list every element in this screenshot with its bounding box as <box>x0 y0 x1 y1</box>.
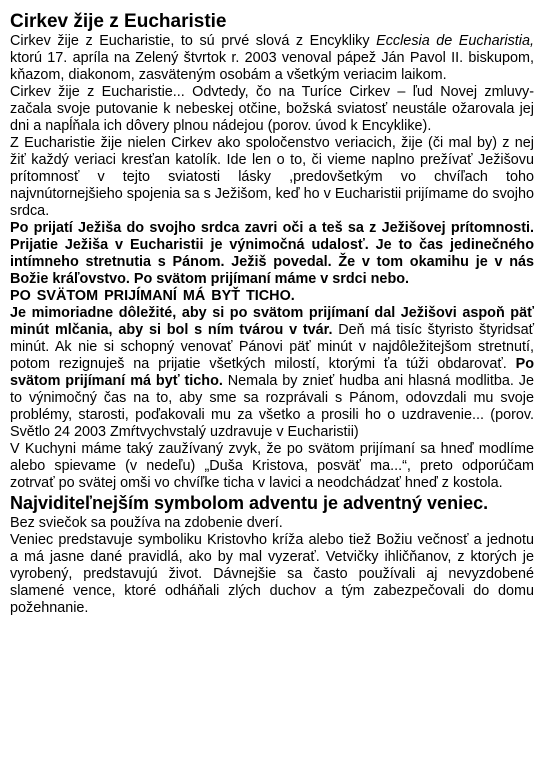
encyclical-title: Ecclesia de Eucharistia, <box>376 33 534 49</box>
silence-bold-2: Po svätom prijímaní má byť ticho. <box>10 356 534 389</box>
paragraph-faithful: Z Eucharistie žije nielen Cirkev ako spoločenstvo veriacich, žije (či mal by) z nej žiť každý veriaci kresťan katolík. Ide len o to, či vieme naplno prežívať Ježišovu prítomnosť v tejto sviatosti lásky ,predovšetkým vo chvíľach toho najvnútornejšieho spojenia sa s Ježišom, keď ho v Eucharistii prijímame do svojho srdca. <box>10 135 534 219</box>
silence-bold-1: Je mimoriadne dôležité, aby si po svätom prijímaní dal Ježišovi aspoň päť minút mlčania, aby si bol s ním tvárou v tvár. <box>10 305 534 338</box>
paragraph-silence <box>10 305 534 441</box>
page-title: Cirkev žije z Eucharistie <box>10 11 227 32</box>
paragraph-kuchyna: V Kuchyni máme taký zaužívaný zvyk, že po svätom prijímaní sa hneď modlíme alebo spievame (v nedeľu) „Duša Kristova, posväť ma...“, preto odporúčam zotrvať po svätej omši vo chvíľke ticha v lavici a neodchádzať hneď z kostola. <box>10 441 534 491</box>
paragraph-candles: Bez sviečok sa používa na zdobenie dverí. <box>10 515 283 531</box>
paragraph-bold-communion: Po prijatí Ježiša do svojho srdca zavri oči a teš sa z Ježišovej prítomnosti. Prijatie Ježiša v Eucharistii je výnimočná udalosť. Je to čas jedinečného intímneho stretnutia s Pánom. Ježiš povedal. Že v tom okamihu je v nás Božie kráľovstvo. Po svätom prijímaní máme v srdci nebo. <box>10 220 534 287</box>
silence-text-1: Deň má tisíc štyristo štyridsať minút. Ak nie si schopný venovať Pánovi päť minút v najdôležitejšom stretnutí, potom rezignuješ na prijatie všetkých milostí, ktorými ťa túži obdarovať. <box>10 322 534 372</box>
silence-heading <box>10 288 534 305</box>
intro-text-a: Cirkev žije z Eucharistie, to sú prvé slová z Encykliky <box>10 33 377 49</box>
silence-text-2: Nemala by znieť hudba ani hlasná modlitba. Je to výnimočný čas na to, aby sme sa rozprávali s Pánom, odovzdali mu svoje problémy, starosti, poďakovali mu za všetko a prosili ho o uzdravenie... (porov. Světlo 24 2003 Zmŕtvychvstalý uzdravuje v Eucharistii) <box>10 373 534 440</box>
intro-text-b: ktorú 17. apríla na Zelený štvrtok r. 2003 venoval pápež Ján Pavol II. biskupom, kňazom, diakonom, zasväteným osobám a všetkým veriacim laikom. <box>10 50 534 83</box>
paragraph-intro <box>10 33 534 84</box>
advent-heading: Najviditeľnejším symbolom adventu je adventný veniec. <box>10 493 489 513</box>
paragraph-wreath: Veniec predstavuje symboliku Kristovho kríža alebo tiež Božiu večnosť a jednotu a má jasne dané pravidlá, ako by mal vyzerať. Vetvičky ihličňanov, z ktorých je vyrobený, predstavujú život. Dávnejšie sa často používali aj nevyzdobené slamené vence, ktoré odháňali zlých duchov a tým zabezpečovali do domu požehnanie. <box>10 532 534 616</box>
silence-heading-text: PO SVÄTOM PRIJÍMANÍ MÁ BYŤ TICHO. <box>10 288 295 304</box>
paragraph-pentecost: Cirkev žije z Eucharistie... Odvtedy, čo na Turíce Cirkev – ľud Novej zmluvy- začala svoje putovanie k nebeskej otčine, božská sviatosť neustále ožarovala jej dni a napĺňala ich dôvery plnou nádejou (porov. úvod k Encyklike). <box>10 84 534 134</box>
